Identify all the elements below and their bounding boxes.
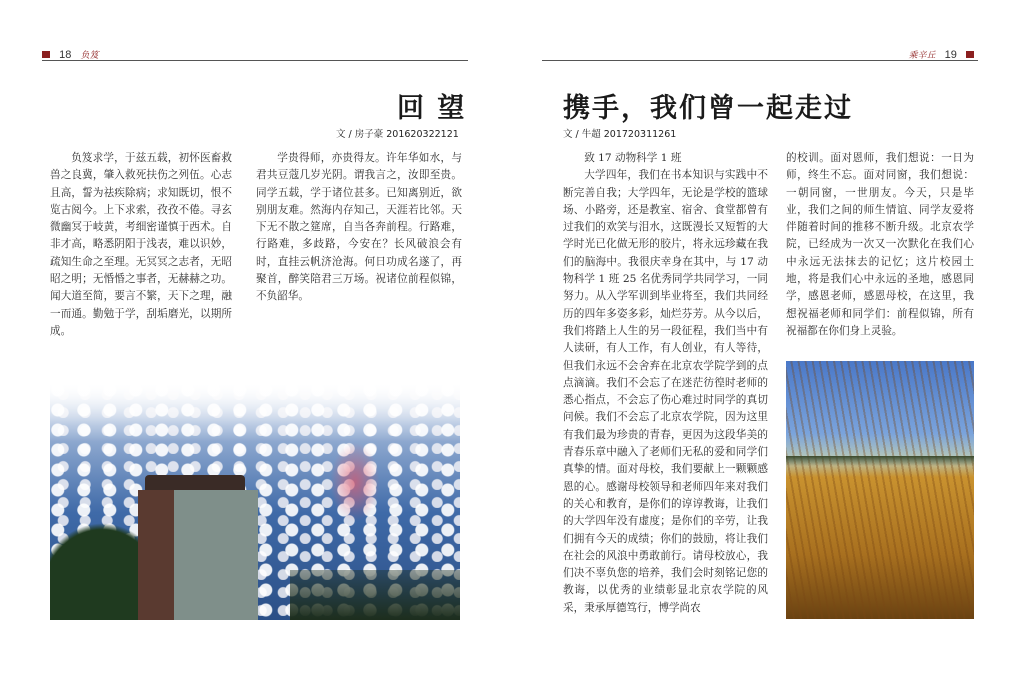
page-number: 19 bbox=[944, 48, 957, 61]
paragraph: 负笈求学，于兹五载，初怀医畜救兽之良冀，肇入救死扶伤之列伍。心志且高，誓为祛疾除病；求知既切，恨不览古阅今。上下求索，孜孜不倦。寻玄微幽冥于岐黄，考细密谨慎于西术。自非才高，略悉阴阳于浅表，难以识妙，疏知生命之至理。无冥冥之志者，无昭昭之明；无惛惛之事者，无赫赫之功。闻大道至简，要言不繁，天下之理，融一而通。勤勉于学，刮垢磨光，以期所成。 bbox=[50, 152, 232, 337]
article-column-1 bbox=[563, 150, 768, 617]
article-byline: 文 / 牛超 201720311261 bbox=[563, 129, 677, 140]
article-column-1 bbox=[50, 150, 232, 340]
article-title: 回 望 bbox=[397, 93, 467, 124]
article-column-2 bbox=[786, 150, 974, 340]
paragraph: 学贵得师，亦贵得友。许年华如水，与君共豆蔻几岁光阴。谓我言之，汝即至贵。同学五载，学于诸位甚多。已知离别近，欲别朋友难。然海内存知己，天涯若比邻。天下无不散之筵席，自当各奔前程。行路难，行路难，多歧路，今安在？长风破浪会有时，直挂云帆济沧海。何日功成名遂了，再聚首，醉笑陪君三万场。祝诸位前程似锦，不负韶华。 bbox=[256, 152, 462, 303]
left-page-header bbox=[42, 44, 468, 61]
campus-sky-photo bbox=[50, 382, 460, 620]
article-title: 携手，我们曾一起走过 bbox=[563, 93, 853, 124]
page-number: 18 bbox=[59, 48, 72, 61]
page-marker-icon bbox=[966, 51, 974, 58]
paragraph: 的校训。面对恩师，我们想说：一日为师，终生不忘。面对同窗，我们想说：一朝同窗，一世朋友。今天，只是毕业，我们之间的师生情谊、同学友爱将伴随着时间的推移不断升级。北京农学院，已经成为一次又一次默化在我们心中永远无法抹去的记忆；这片校园土地，将是我们心中永远的圣地，感恩同学，感恩老师，感恩母校，在这里，我想祝福老师和同学们：前程似锦，所有祝福都在你们身上灵验。 bbox=[786, 152, 974, 337]
section-tag: 乘辛丘 bbox=[908, 51, 936, 61]
section-tag: 负笈 bbox=[80, 51, 99, 61]
wheat-field-photo bbox=[786, 361, 974, 619]
right-page-header bbox=[542, 44, 978, 61]
article-byline: 文 / 房子豪 201620322121 bbox=[336, 129, 459, 140]
page-marker-icon bbox=[42, 51, 50, 58]
paragraph: 大学四年，我们在书本知识与实践中不断完善自我；大学四年，无论是学校的篮球场、小路旁，还是教室、宿舍、食堂都曾有过我们的欢笑与泪水，这既漫长又短暂的大学时光已化做无形的胶片，将永远珍藏在我们的脑海中。我很庆幸身在其中，与 17 动物科学 1 班 25 名优秀同学共同学习，一同努力。从入学军训到毕业将至，我们共同经历的四年多姿多彩，灿烂芬芳。从今以后，我们将踏上人生的另一段征程，我们当中有人读研，有人工作，有人创业，有人等待，但我们永远不会舍弃在北京农学院学到的点点滴滴。我们不会忘了在迷茫彷徨时老师的悉心指点，不会忘了伤心难过时同学的真切问候。我们不会忘了北京农学院，因为这里有我们最为珍贵的青春，更因为这段华美的青春乐章中融入了老师们无私的爱和同学们真挚的情。面对母校，我们要献上一颗颗感恩的心。感谢母校领导和老师四年来对我们的关心和教育，是你们的谆谆教诲，让我们的大学四年没有虚度；是你们的辛劳，让我们拥有今天的成绩；你们的鼓励，将让我们在社会的风浪中勇敢前行。请母校放心，我们决不辜负您的培养，我们会时刻铭记您的教诲，以优秀的业绩彰显北京农学院的风采，秉承厚德笃行，博学尚农 bbox=[563, 169, 768, 614]
article-column-2 bbox=[256, 150, 462, 306]
dedication-line: 致 17 动物科学 1 班 bbox=[584, 152, 682, 164]
